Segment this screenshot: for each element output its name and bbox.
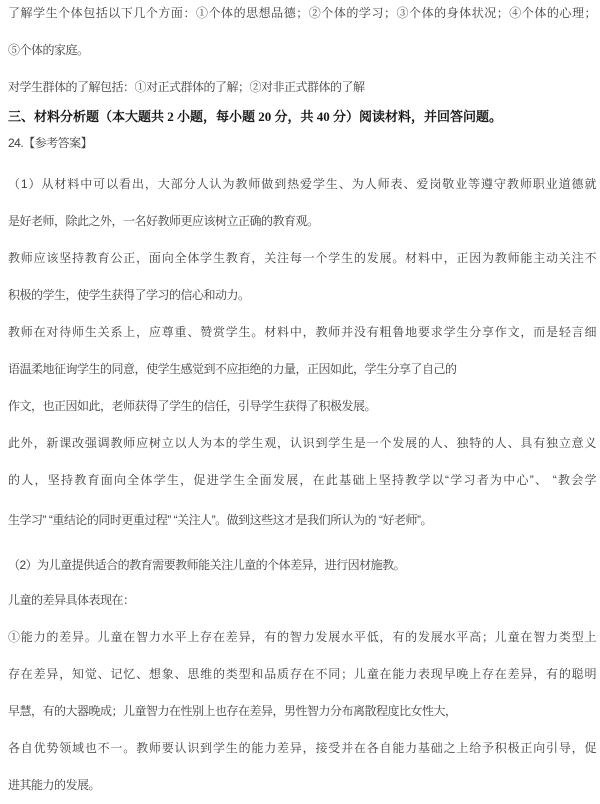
document-line: 各自优势领域也不一。教师要认识到学生的能力差异，接受并在各自能力基础之上给予积极正向引导，促	[8, 741, 596, 755]
document-line: （1）从材料中可以看出，大部分人认为教师做到热爱学生、为人师表、爱岗敬业等遵守教师职业道德就	[8, 177, 596, 191]
document-line: 了解学生个体包括以下几个方面：①个体的思想品德；②个体的学习；③个体的身体状况；④个体的心理；	[8, 6, 596, 20]
document-line: 进其能力的发展。	[8, 778, 101, 792]
document-line: 作文，也正因如此，老师获得了学生的信任，引导学生获得了积极发展。	[8, 399, 377, 413]
document-line: 对学生群体的了解包括：①对正式群体的了解；②对非正式群体的了解	[8, 80, 365, 94]
document-line: 儿童的差异具体表现在：	[8, 593, 135, 607]
section-heading-line: 三、材料分析题（本大题共 2 小题，每小题 20 分，共 40 分）阅读材料，并回答问题。	[8, 109, 503, 124]
document-line: 存在差异，知觉、记忆、想象、思维的类型和品质存在不同；儿童在能力表现早晚上存在差异，有的聪明	[8, 667, 596, 681]
document-line: （2）为儿童提供适合的教育需要教师能关注儿童的个体差异，进行因材施教。	[8, 558, 406, 572]
document-line: ⑤个体的家庭。	[8, 43, 89, 57]
document-line: 此外，新课改强调教师应树立以人为本的学生观，认识到学生是一个发展的人、独特的人、具有独立意义	[8, 436, 596, 450]
document-line: ①能力的差异。儿童在智力水平上存在差异，有的智力发展水平低，有的发展水平高；儿童在智力类型上	[8, 630, 596, 644]
document-line: 是好老师，除此之外，一名好教师更应该树立正确的教育观。	[8, 214, 319, 228]
document-line: 教师应该坚持教育公正，面向全体学生教育，关注每一个学生的发展。材料中，正因为教师能主动关注不	[8, 251, 596, 265]
document-body	[8, 0, 596, 804]
document-line: 教师在对待师生关系上，应尊重、赞赏学生。材料中，教师并没有粗鲁地要求学生分享作文，而是轻言细	[8, 325, 596, 339]
document-line: 生学习” “重结论的同时更重过程” “关注人”。做到这些这才是我们所认为的 “好老师”。	[8, 513, 432, 527]
document-line: 的人，坚持教育面向全体学生，促进学生全面发展，在此基础上坚持教学以“学习者为中心”、 “教会学	[8, 473, 596, 487]
document-line: 早慧，有的大器晚成；儿童智力在性别上也存在差异，男性智力分布离散程度比女性大，	[8, 704, 457, 718]
document-line: 语温柔地征询学生的同意，使学生感觉到不应拒绝的力量，正因如此，学生分享了自己的	[8, 362, 457, 376]
document-line: 积极的学生，使学生获得了学习的信心和动力。	[8, 288, 250, 302]
document-line: 24.【参考答案】	[8, 136, 93, 150]
